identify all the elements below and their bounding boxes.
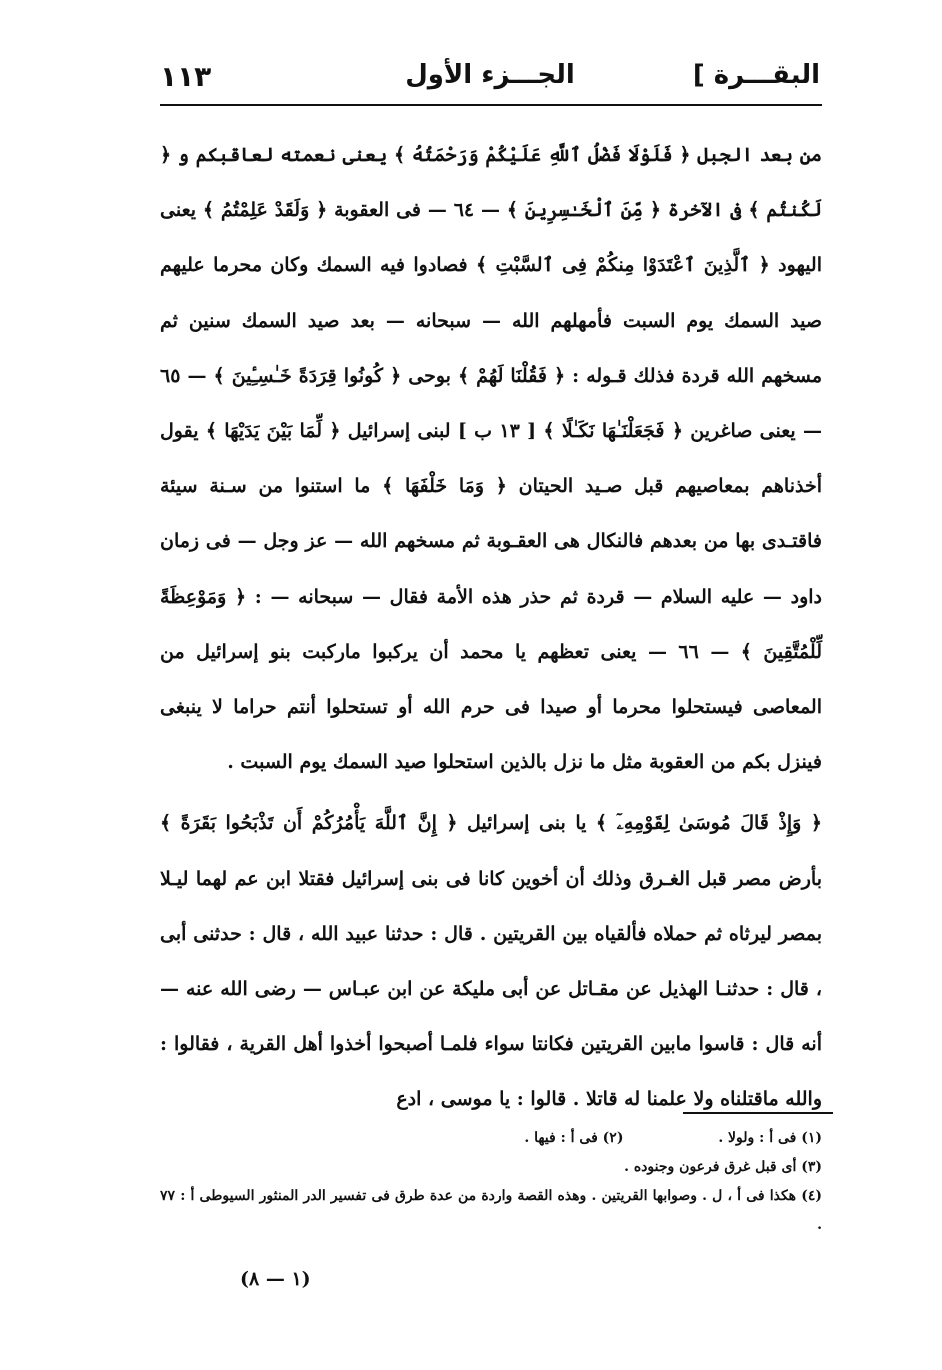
footnote-1: (١) فى أ : ولولا . (718, 1130, 822, 1146)
footnote-line (160, 1124, 822, 1153)
paragraph: ﴿ وَإِذْ قَالَ مُوسَىٰ لِقَوْمِهِۦٓ ﴾ يا بنى إسرائيل ﴿ إِنَّ ٱللَّهَ يَأْمُرُكُمْ أَن تَذْبَحُوا بَقَرَةً ﴾ بأرض مصر قبل الغـرق وذلك أن أخوين كانا فى بنى إسرائيل فقتلا ابن عم لهما ليـلا بمصر ليرثاه ثم حملاه فألقياه بين القريتين . قال : حدثنا عبيد الله ، قال : حدثنى أبى ، قال : حدثنـا الهذيل عن مقـاتل عن أبى مليكة عن ابن عبـاس — رضى الله عنه — أنه قال : قاسوا مابين القريتين فكانتا سواء فلمـا أصبحوا أخذوا أهل القرية ، فقالوا : والله ماقتلناه ولا علمنا له قاتلا . قالوا : يا موسى ، ادع (160, 812, 822, 1111)
part-title: الجـــزء الأول (405, 60, 575, 90)
header-rule (160, 104, 822, 106)
footnote-rule (683, 1112, 833, 1114)
surah-running-head: البقـــرة ] (692, 60, 820, 90)
footnote-2: (٢) فى أ : فيها . (524, 1130, 624, 1146)
signature-mark: (١ — ٨) (240, 1268, 311, 1290)
paragraph: من بعد الجبل ﴿ فَلَوْلَا فَضْلُ ٱللَّهِ عَلَيْكُمْ وَرَحْمَتُهُ ﴾ يعنى نعمته لعاقبكم و ﴿ لَكُنتُم ﴾ فى الآخرة ﴿ مِّنَ ٱلْخَـٰسِرِينَ ﴾ — ٦٤ — فى العقوبة ﴿ وَلَقَدْ عَلِمْتُمُ ﴾ يعنى اليهود ﴿ ٱلَّذِينَ ٱعْتَدَوْا مِنكُمْ فِى ٱلسَّبْتِ ﴾ فصادوا فيه السمك وكان محرما عليهم صيد السمك يوم السبت فأمهلهم الله — سبحانه — بعد صيد السمك سنين ثم مسخهم الله قردة فذلك قـوله : ﴿ فَقُلْنَا لَهُمْ ﴾ بوحى ﴿ كُونُوا قِرَدَةً خَـٰسِـِٔينَ ﴾ — ٦٥ — يعنى صاغرين ﴿ فَجَعَلْنَـٰهَا نَكَـٰلًا ﴾ [ ١٣ ب ] لبنى إسرائيل ﴿ لِّمَا بَيْنَ يَدَيْهَا ﴾ يقول أخذناهم بمعاصيهم قبل صـيد الحيتان ﴿ وَمَا خَلْفَهَا ﴾ ما استنوا من سـنة سيئة فاقتـدى بها من بعدهم فالنكال هى العقـوبة ثم مسخهم الله — عز وجل — فى زمان داود — عليه السلام — قردة ثم حذر هذه الأمة فقال — سبحانه — : ﴿ وَمَوْعِظَةً لِّلْمُتَّقِينَ ﴾ — ٦٦ — يعنى تعظهم يا محمد أن يركبوا ماركبت بنو إسرائيل من المعاصى فيستحلوا محرما أو صيدا فى حرم الله أو تستحلوا أنتم حراما لا ينبغى فينزل بكم من العقوبة مثل ما نزل بالذين استحلوا صيد السمك يوم السبت . (160, 144, 823, 774)
page-number: ١١٣ (160, 60, 212, 93)
footnote-4: (٤) هكذا فى أ ، ل . وصوابها القريتين . وهذه القصة واردة من عدة طرق فى تفسير الدر المنثور السيوطى أ : ٧٧ . (160, 1188, 822, 1233)
page-header (160, 52, 820, 102)
footnotes (160, 1124, 822, 1240)
main-text (160, 128, 822, 1128)
footnote-3: (٣) أى قبل غرق فرعون وجنوده . (624, 1159, 822, 1175)
